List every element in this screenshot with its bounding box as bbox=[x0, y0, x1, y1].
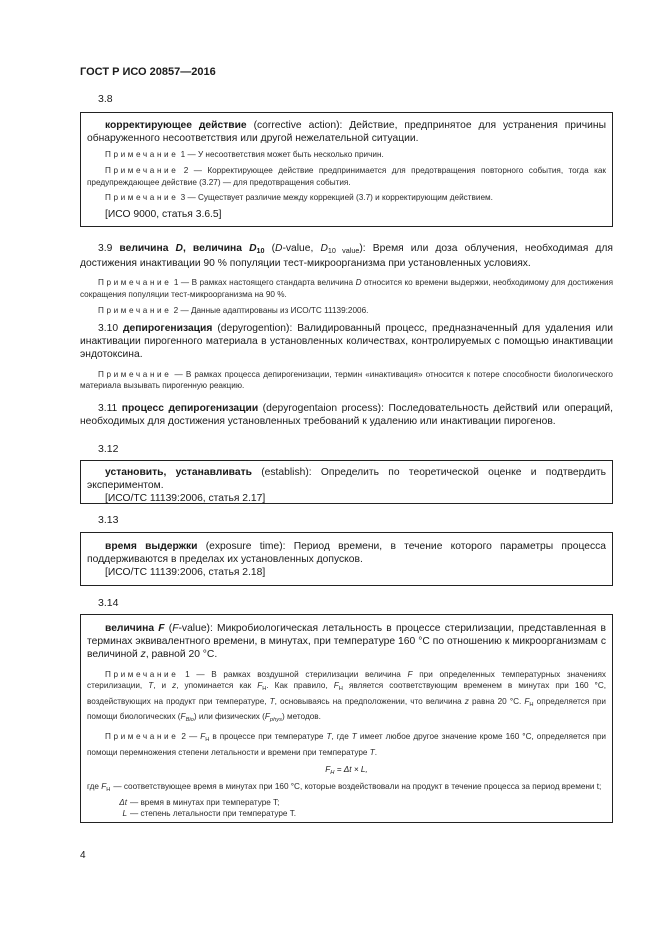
symbol: D bbox=[275, 243, 283, 254]
note bbox=[87, 149, 606, 161]
symbol: F bbox=[325, 765, 331, 775]
definition bbox=[87, 466, 606, 492]
definition-text: (depyrogentaion process): Последовательность действий или операций, необходимых для достижения установленных требований к удалению или инактивации пирогенов. bbox=[80, 403, 613, 428]
definition bbox=[80, 322, 613, 362]
text: , основываясь на предположении, что величина bbox=[274, 696, 465, 706]
text: , упоминается как bbox=[176, 681, 258, 691]
where-label: где bbox=[87, 782, 102, 792]
symbol: T bbox=[351, 731, 357, 741]
symbol: F bbox=[333, 681, 339, 691]
note bbox=[87, 192, 606, 204]
symbol: D bbox=[320, 243, 328, 254]
subscript: H bbox=[106, 787, 111, 794]
term-box-3-8 bbox=[80, 112, 613, 227]
definition bbox=[87, 622, 606, 662]
subscript: H bbox=[338, 686, 343, 693]
source-reference: [ИСО/ТС 11139:2006, статья 2.18] bbox=[105, 567, 266, 579]
note-label: Примечание bbox=[105, 731, 179, 741]
note-label: Примечание bbox=[98, 305, 172, 315]
term bbox=[119, 243, 264, 254]
symbol: T bbox=[269, 696, 275, 706]
note bbox=[80, 305, 613, 317]
symbol: F bbox=[200, 731, 206, 741]
note-label: Примечание bbox=[105, 166, 179, 175]
text: , и bbox=[153, 681, 173, 691]
text: 2 — bbox=[178, 731, 201, 741]
clause-3-11 bbox=[80, 402, 613, 428]
text: 1 — В рамках воздушной стерилизации величина bbox=[178, 669, 408, 679]
source-reference: [ИСО 9000, статья 3.6.5] bbox=[105, 208, 222, 220]
symbol: z bbox=[464, 696, 469, 706]
text: имеет любое другое значение кроме 160 °С, определяется при помощи перемножения степени летальности и времени при температуре bbox=[87, 731, 607, 757]
text: определяется при помощи биологических ( bbox=[87, 696, 606, 722]
term: время выдержки bbox=[105, 541, 198, 552]
subscript: 10 value bbox=[327, 246, 360, 255]
formula-text: = Δt × L, bbox=[334, 765, 368, 775]
text: — В рамках процесса депирогенизации, термин «инактивация» относится к потере способности биологического материала вызывать пирогенную реакцию. bbox=[80, 369, 613, 391]
term-symbol: D bbox=[175, 243, 183, 254]
text: . Как правило, bbox=[266, 681, 334, 691]
text: , равной 20 °С. bbox=[145, 649, 218, 661]
note bbox=[87, 165, 606, 188]
note bbox=[80, 369, 613, 392]
term-symbol: D bbox=[249, 243, 257, 254]
note-label: Примечание bbox=[105, 669, 179, 679]
legend-text: — время в минутах при температуре T; bbox=[130, 797, 280, 807]
symbol: F bbox=[524, 696, 530, 706]
subscript: Bio bbox=[185, 717, 194, 724]
note-label: Примечание bbox=[98, 278, 172, 288]
term-part: , величина bbox=[182, 243, 250, 254]
legend-row bbox=[87, 808, 606, 819]
text: относится ко времени выдержки, необходимому для достижения сокращения популяции тест-микроорганизма на 90 %. bbox=[80, 278, 613, 299]
symbol bbox=[180, 712, 194, 724]
clause-number: 3.12 bbox=[98, 443, 119, 455]
note bbox=[87, 669, 606, 727]
definition bbox=[87, 540, 606, 566]
term bbox=[105, 623, 165, 634]
symbol: z bbox=[172, 681, 177, 691]
subscript: H bbox=[529, 701, 534, 708]
formula bbox=[87, 765, 606, 776]
text: . bbox=[374, 747, 378, 757]
legend-row bbox=[87, 797, 606, 808]
note-text: 1 — У несоответствия может быть несколько причин. bbox=[178, 150, 384, 160]
symbol bbox=[264, 712, 283, 724]
symbol-letter: F bbox=[180, 712, 186, 722]
clause-number: 3.13 bbox=[98, 514, 119, 526]
subscript: H bbox=[205, 736, 210, 743]
clause-3-10 bbox=[80, 322, 613, 392]
symbol: T bbox=[148, 681, 154, 691]
subscript: H bbox=[262, 686, 267, 693]
legend-symbol: Δt bbox=[119, 797, 127, 807]
note-label: Примечание bbox=[105, 193, 179, 203]
text: равна 20 °С. bbox=[468, 696, 525, 706]
term-box-3-12 bbox=[80, 460, 613, 504]
subscript: H bbox=[330, 770, 335, 777]
definition-text: (corrective action): Действие, предпринятое для устранения причины обнаруженного несоответствия или другой нежелательной ситуации. bbox=[87, 120, 606, 145]
term: депирогенизация bbox=[123, 323, 213, 334]
clause-number: 3.10 bbox=[98, 323, 124, 334]
definition-text: (depyrogention): Валидированный процесс, предназначенный для удаления или инактивации пирогенного материала в установленных количествах, контролируемых с помощью инактивации эндотоксина. bbox=[80, 323, 613, 361]
term: корректирующее действие bbox=[105, 120, 247, 131]
term-symbol: F bbox=[158, 623, 165, 634]
term-part: величина bbox=[119, 243, 176, 254]
legend-symbol: L bbox=[122, 808, 127, 818]
legend-row bbox=[87, 781, 606, 796]
text: ) или физических ( bbox=[193, 712, 265, 722]
legend-text: — степень летальности при температуре T. bbox=[130, 808, 297, 818]
note-label: Примечание bbox=[105, 150, 179, 160]
note bbox=[87, 731, 606, 758]
note bbox=[80, 277, 613, 300]
term: процесс депирогенизации bbox=[121, 403, 259, 414]
note-text: 2 — Корректирующее действие предпринимается для предотвращения повторного события, тогда как предупреждающее действие (3.27) — для предотвращения события. bbox=[87, 166, 606, 187]
symbol-letter: F bbox=[264, 712, 270, 722]
term-box-3-14 bbox=[80, 614, 613, 823]
page-number: 4 bbox=[80, 850, 86, 861]
clause-3-9 bbox=[80, 242, 613, 316]
text: является соответствующим временем в минутах при 160 °С, воздействующих на продукт при температуре, bbox=[87, 681, 607, 706]
note-label: Примечание bbox=[98, 369, 172, 379]
symbol: T bbox=[326, 731, 332, 741]
subscript: phys bbox=[269, 717, 283, 724]
note-text: 3 — Существует различие между коррекцией (3.7) и корректирующим действием. bbox=[178, 193, 493, 203]
definition-text: (exposure time): Период времени, в течение которого параметры процесса поддерживаются в пределах их установленных допусков. bbox=[87, 541, 606, 566]
definition bbox=[80, 402, 613, 428]
term: установить, устанавливать bbox=[105, 467, 252, 478]
symbol: F bbox=[172, 623, 179, 634]
text: ( bbox=[264, 243, 276, 254]
clause-number: 3.9 bbox=[98, 243, 120, 254]
formula-legend bbox=[87, 781, 606, 819]
symbol: D bbox=[355, 278, 362, 288]
source-reference: [ИСО/ТС 11139:2006, статья 2.17] bbox=[105, 493, 266, 505]
symbol: z bbox=[140, 649, 146, 661]
symbol: T bbox=[369, 747, 375, 757]
text: , где bbox=[331, 731, 352, 741]
symbol: F bbox=[257, 681, 263, 691]
definition-text: (establish): Определить по теоретической оценке и подтвердить экспериментом. bbox=[87, 467, 606, 492]
definition bbox=[87, 119, 606, 145]
text: -value, bbox=[282, 243, 321, 254]
definition-text: -value): Микробиологическая летальность в процессе стерилизации, представленная в терминах эквивалентного времени, в минутах, при температуре 160 °С по отношению к микроорганизмам с величиной bbox=[87, 623, 606, 661]
text: ( bbox=[164, 623, 173, 634]
symbol: F bbox=[407, 669, 413, 679]
text: при определенных температурных значениях стерилизации, bbox=[87, 669, 606, 691]
clause-number: 3.14 bbox=[98, 597, 119, 609]
term-part: величина bbox=[105, 623, 159, 634]
text: ) методов. bbox=[282, 712, 321, 722]
term-box-3-13 bbox=[80, 532, 613, 586]
symbol: F bbox=[101, 782, 107, 792]
document-header: ГОСТ Р ИСО 20857—2016 bbox=[80, 66, 216, 78]
definition bbox=[80, 242, 613, 270]
legend-text: — соответствующее время в минутах при 160 °С, которые воздействовали на продукт в течение процесса за период времени t; bbox=[113, 782, 602, 792]
text: в процессе при температуре bbox=[209, 731, 327, 741]
text: 2 — Данные адаптированы из ИСО/ТС 11139:2006. bbox=[171, 305, 369, 315]
definition-text: ): Время или доза облучения, необходимая для достижения инактивации 90 % популяции тест-микроорганизма при установленных условиях. bbox=[80, 243, 613, 270]
clause-number: 3.8 bbox=[98, 93, 113, 105]
clause-number: 3.11 bbox=[98, 403, 122, 414]
subscript: 10 bbox=[256, 246, 265, 255]
text: 1 — В рамках настоящего стандарта величина bbox=[171, 278, 356, 288]
